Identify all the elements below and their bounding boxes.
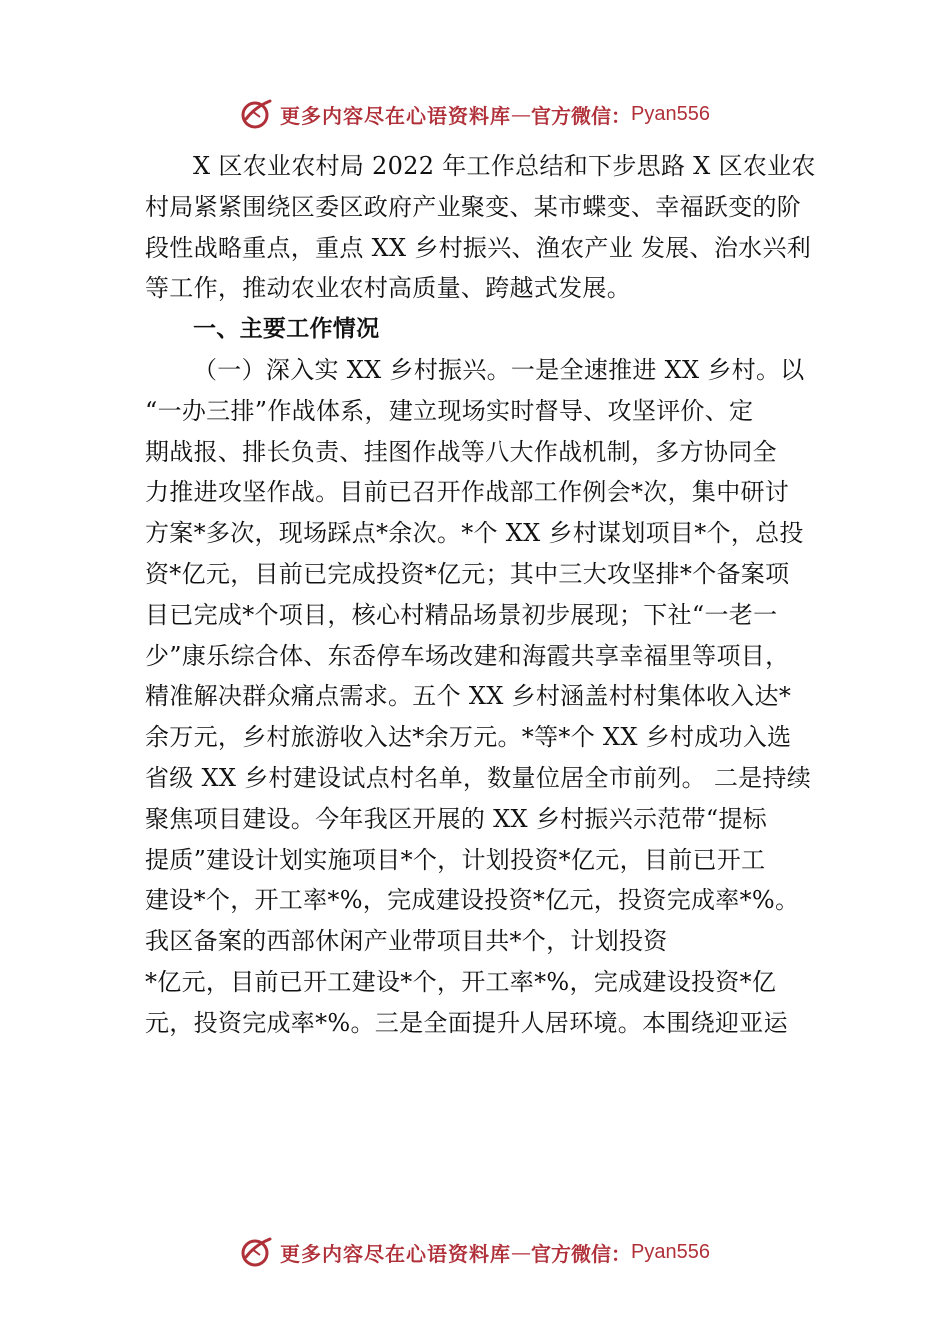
document-body bbox=[145, 146, 835, 1044]
title-line: X 区农业农村局 2022 年工作总结和下步思路 X 区农业农 bbox=[193, 152, 816, 180]
banner-wechat-label: 官方微信： bbox=[531, 1241, 632, 1266]
paragraph-line: 建设*个，开工率*%，完成建设投资*亿元，投资完成率*%。 bbox=[145, 886, 800, 915]
brush-logo-icon bbox=[240, 97, 274, 131]
paragraph-line: 方案*多次，现场踩点*余次。*个 XX 乡村谋划项目*个，总投 bbox=[145, 519, 804, 548]
paragraph-line: 目已完成*个项目，核心村精品场景初步展现；下社“一老一 bbox=[145, 600, 778, 629]
paragraph-line: 少”康乐综合体、东岙停车场改建和海霞共享幸福里等项目， bbox=[145, 641, 790, 670]
paragraph-line: 期战报、排长负责、挂图作战等八大作战机制，多方协同全 bbox=[145, 437, 777, 466]
banner-title: 更多内容尽在心语资料库 bbox=[280, 1241, 512, 1266]
paragraph-line: 资*亿元，目前已完成投资*亿元；其中三大攻坚排*个备案项 bbox=[145, 559, 790, 588]
brush-logo-icon bbox=[240, 1235, 274, 1269]
header-banner bbox=[0, 94, 950, 134]
paragraph-line: 我区备案的西部休闲产业带项目共*个，计划投资 bbox=[145, 927, 668, 956]
paragraph-line: 精准解决群众痛点需求。五个 XX 乡村涵盖村村集体收入达* bbox=[145, 682, 792, 711]
paragraph-line: 聚焦项目建设。今年我区开展的 XX 乡村振兴示范带“提标 bbox=[145, 804, 768, 833]
paragraph-line: 等工作，推动农业农村高质量、跨越式发展。 bbox=[145, 274, 631, 303]
paragraph-line: 余万元，乡村旅游收入达*余万元。*等*个 XX 乡村成功入选 bbox=[145, 723, 792, 752]
banner-separator: — bbox=[511, 102, 532, 126]
banner-wechat-id: Pyan556 bbox=[631, 1240, 710, 1263]
paragraph-line: 省级 XX 乡村建设试点村名单，数量位居全市前列。 二是持续 bbox=[145, 763, 812, 792]
banner-wechat-id: Pyan556 bbox=[631, 102, 710, 125]
paragraph-line: 提质”建设计划实施项目*个，计划投资*亿元，目前已开工 bbox=[145, 845, 766, 874]
banner-separator: — bbox=[511, 1240, 532, 1264]
paragraph-line: 元，投资完成率*%。三是全面提升人居环境。本围绕迎亚运 bbox=[145, 1008, 788, 1037]
section-heading: 一、主要工作情况 bbox=[193, 316, 380, 343]
paragraph-line: 村局紧紧围绕区委区政府产业聚变、某市蝶变、幸福跃变的阶 bbox=[145, 192, 802, 221]
paragraph-line: 段性战略重点，重点 XX 乡村振兴、渔农产业 发展、治水兴利 bbox=[145, 233, 812, 262]
footer-banner bbox=[0, 1232, 950, 1272]
paragraph-line: “一办三排”作战体系，建立现场实时督导、攻坚评价、定 bbox=[145, 396, 754, 425]
banner-title: 更多内容尽在心语资料库 bbox=[280, 103, 512, 128]
paragraph-line: 力推进攻坚作战。目前已召开作战部工作例会*次，集中研讨 bbox=[145, 478, 790, 507]
banner-wechat-label: 官方微信： bbox=[531, 103, 632, 128]
paragraph-line: *亿元，目前已开工建设*个，开工率*%，完成建设投资*亿 bbox=[145, 967, 777, 996]
paragraph-line: （一）深入实 XX 乡村振兴。一是全速推进 XX 乡村。以 bbox=[193, 355, 805, 384]
